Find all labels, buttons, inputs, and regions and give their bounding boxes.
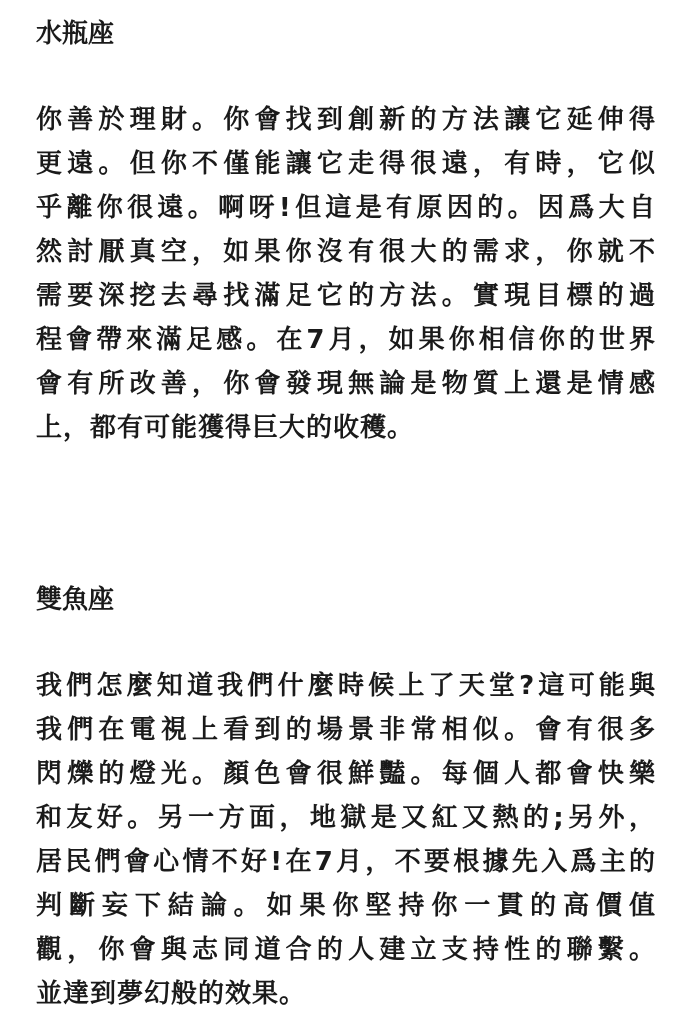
body-line: 閃爍的燈光。顏色會很鮮豔。每個人都會快樂 bbox=[36, 759, 656, 789]
section-title-aquarius: 水瓶座 bbox=[36, 19, 115, 49]
body-line: 程會帶來滿足感。在7月，如果你相信你的世界 bbox=[36, 325, 656, 355]
section-body-pisces bbox=[36, 664, 666, 1016]
body-line: 上，都有可能獲得巨大的收穫。 bbox=[36, 413, 415, 443]
body-line: 然討厭真空，如果你沒有很大的需求，你就不 bbox=[36, 237, 656, 267]
body-line: 和友好。另一方面，地獄是又紅又熱的;另外， bbox=[36, 803, 656, 833]
body-line: 乎離你很遠。啊呀!但這是有原因的。因爲大自 bbox=[36, 193, 656, 223]
body-line: 我們在電視上看到的場景非常相似。會有很多 bbox=[36, 715, 656, 745]
section-body-aquarius bbox=[36, 98, 666, 450]
body-line: 更遠。但你不僅能讓它走得很遠，有時，它似 bbox=[36, 149, 656, 179]
body-line: 判斷妄下結論。如果你堅持你一貫的高價值 bbox=[36, 891, 656, 921]
body-line: 我們怎麼知道我們什麼時候上了天堂?這可能與 bbox=[36, 671, 656, 701]
body-line: 並達到夢幻般的效果。 bbox=[36, 979, 307, 1009]
body-line: 會有所改善，你會發現無論是物質上還是情感 bbox=[36, 369, 656, 399]
body-line: 居民們會心情不好!在7月，不要根據先入爲主的 bbox=[36, 847, 656, 877]
body-line: 需要深挖去尋找滿足它的方法。實現目標的過 bbox=[36, 281, 656, 311]
body-line: 觀，你會與志同道合的人建立支持性的聯繫。 bbox=[36, 935, 656, 965]
body-line: 你善於理財。你會找到創新的方法讓它延伸得 bbox=[36, 105, 656, 135]
section-title-pisces: 雙魚座 bbox=[36, 585, 115, 615]
